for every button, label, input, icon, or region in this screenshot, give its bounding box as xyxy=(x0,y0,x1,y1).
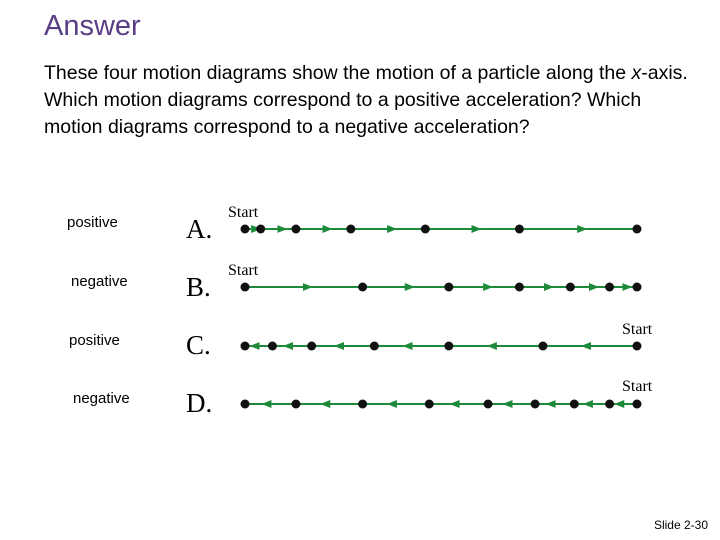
position-dot xyxy=(358,400,367,409)
position-dot xyxy=(291,400,300,409)
position-dot xyxy=(444,283,453,292)
position-dot xyxy=(633,225,642,234)
answer-a: positive xyxy=(67,214,118,231)
question-italic-x: x xyxy=(631,62,642,84)
answer-b: negative xyxy=(71,273,128,290)
position-dot xyxy=(358,283,367,292)
letter-c: C. xyxy=(186,330,211,360)
position-dot xyxy=(484,400,493,409)
position-dot xyxy=(307,342,316,351)
position-dot xyxy=(370,342,379,351)
position-dot xyxy=(633,283,642,292)
motion-row-c xyxy=(241,342,642,351)
position-dot xyxy=(444,342,453,351)
slide-number: Slide 2-30 xyxy=(653,518,708,532)
position-dot xyxy=(605,400,614,409)
start-label-c: Start xyxy=(622,321,653,338)
position-dot xyxy=(515,283,524,292)
position-dot xyxy=(566,283,575,292)
position-dot xyxy=(346,225,355,234)
motion-row-b xyxy=(241,283,642,292)
position-dot xyxy=(241,283,250,292)
slide-title: Answer xyxy=(44,10,141,42)
answer-c: positive xyxy=(69,332,120,349)
start-label-a: Start xyxy=(228,204,259,221)
position-dot xyxy=(241,225,250,234)
position-dot xyxy=(256,225,265,234)
start-label-d: Start xyxy=(622,378,653,395)
answer-d: negative xyxy=(73,390,130,407)
position-dot xyxy=(241,342,250,351)
position-dot xyxy=(268,342,277,351)
question-part1: These four motion diagrams show the motion of a particle along the xyxy=(44,62,632,84)
position-dot xyxy=(241,400,250,409)
position-dot xyxy=(605,283,614,292)
start-label-b: Start xyxy=(228,262,259,279)
position-dot xyxy=(633,342,642,351)
motion-row-a xyxy=(241,225,642,234)
position-dot xyxy=(531,400,540,409)
position-dot xyxy=(570,400,579,409)
position-dot xyxy=(633,400,642,409)
motion-row-d xyxy=(241,400,642,409)
question-part2: -axis. Which motion diagrams correspond to a positive acceleration? Which motion diagrams correspond to a negative acceleration? xyxy=(44,62,688,138)
letter-d: D. xyxy=(186,388,213,418)
position-dot xyxy=(538,342,547,351)
position-dot xyxy=(291,225,300,234)
position-dot xyxy=(515,225,524,234)
position-dot xyxy=(421,225,430,234)
letter-a: A. xyxy=(186,214,213,244)
letter-b: B. xyxy=(186,272,211,302)
position-dot xyxy=(425,400,434,409)
